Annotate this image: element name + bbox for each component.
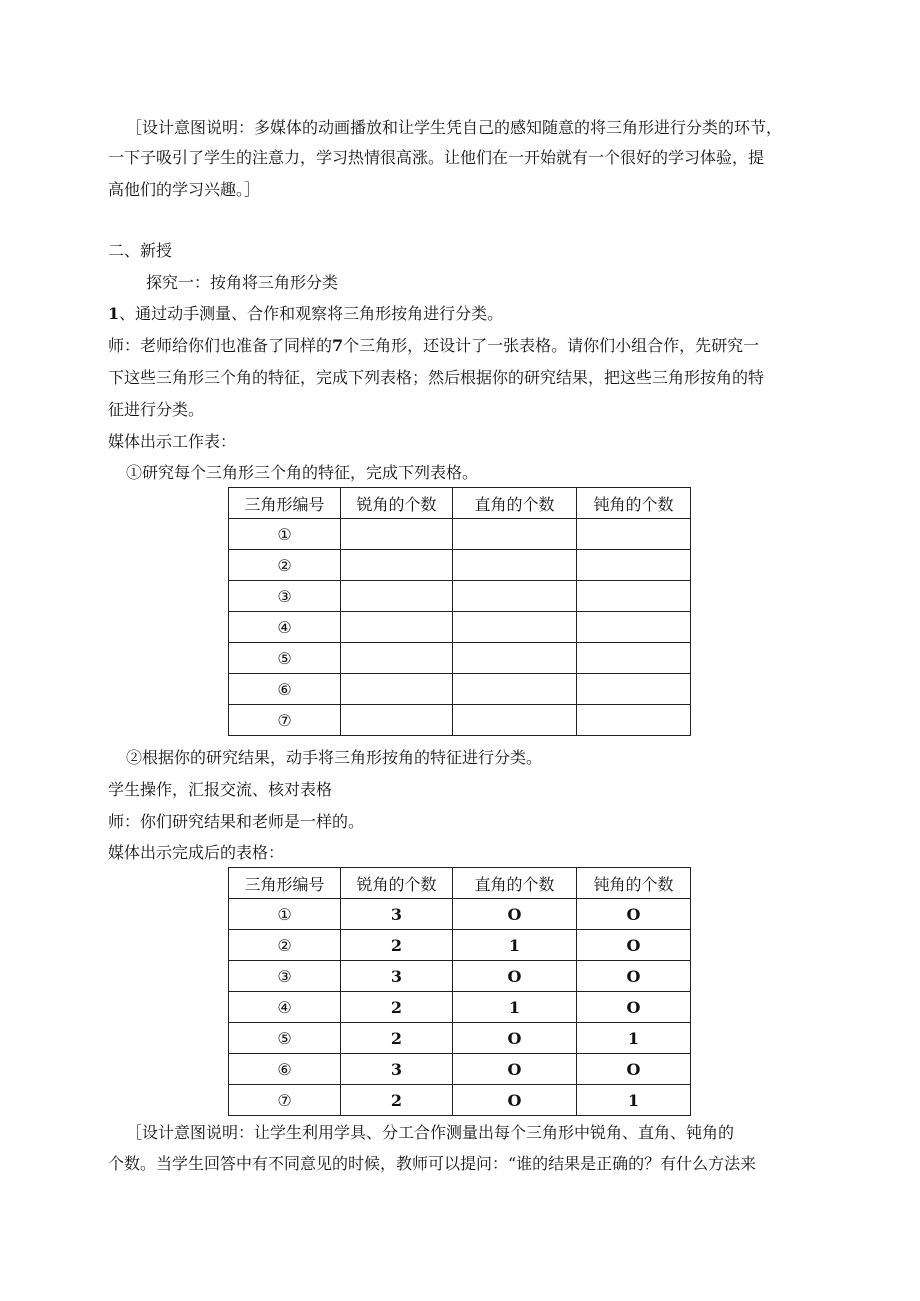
- empty-cell: [577, 643, 691, 674]
- worksheet-table-wrapper: [228, 487, 690, 736]
- step-1: [108, 304, 814, 323]
- right-count-cell: 1: [453, 930, 577, 961]
- design-note-2-line-2: 个数。当学生回答中有不同意见的时候，教师可以提问：“谁的结果是正确的？有什么方法来: [108, 1154, 757, 1173]
- media-show-2: 媒体出示完成后的表格：: [108, 843, 285, 862]
- header-obtuse-count: 钝角的个数: [577, 488, 691, 519]
- right-count-cell: O: [453, 899, 577, 930]
- empty-cell: [341, 674, 453, 705]
- obtuse-count-cell: 1: [577, 1023, 691, 1054]
- empty-cell: [453, 705, 577, 736]
- student-operation: 学生操作，汇报交流、核对表格: [108, 780, 333, 799]
- right-count-cell: O: [453, 1054, 577, 1085]
- header-triangle-number: 三角形编号: [229, 868, 341, 899]
- completed-row: [229, 930, 691, 961]
- section-title: 二、新授: [108, 241, 173, 260]
- empty-cell: [577, 550, 691, 581]
- empty-cell: [577, 581, 691, 612]
- completed-row: [229, 899, 691, 930]
- empty-cell: [341, 705, 453, 736]
- worksheet-row: [229, 550, 691, 581]
- worksheet-row: [229, 612, 691, 643]
- teacher-text-1-line-1: [108, 336, 814, 355]
- obtuse-count-cell: O: [577, 1054, 691, 1085]
- triangle-count: 7: [332, 336, 344, 355]
- empty-cell: [341, 550, 453, 581]
- worksheet-table: [228, 487, 691, 736]
- completed-header-row: [229, 868, 691, 899]
- completed-row: [229, 961, 691, 992]
- acute-count-cell: 3: [341, 1054, 453, 1085]
- obtuse-count-cell: O: [577, 930, 691, 961]
- worksheet-row-id: ⑤: [229, 643, 341, 674]
- design-note-1-line-1: ［设计意图说明：多媒体的动画播放和让学生凭自己的感知随意的将三角形进行分类的环节，: [126, 118, 783, 137]
- completed-row-id: ②: [229, 930, 341, 961]
- worksheet-row-id: ②: [229, 550, 341, 581]
- media-show-1: 媒体出示工作表：: [108, 432, 237, 451]
- worksheet-row: [229, 519, 691, 550]
- empty-cell: [341, 519, 453, 550]
- worksheet-row: [229, 643, 691, 674]
- completed-row-id: ⑥: [229, 1054, 341, 1085]
- empty-cell: [341, 612, 453, 643]
- acute-count-cell: 2: [341, 1023, 453, 1054]
- empty-cell: [577, 612, 691, 643]
- empty-cell: [577, 705, 691, 736]
- completed-row-id: ④: [229, 992, 341, 1023]
- completed-row-id: ⑤: [229, 1023, 341, 1054]
- task-1: ①研究每个三角形三个角的特征，完成下列表格。: [126, 463, 479, 482]
- completed-table: [228, 867, 691, 1116]
- empty-cell: [453, 581, 577, 612]
- teacher-text-1-part-a: 师：老师给你们也准备了同样的: [108, 336, 333, 355]
- header-right-count: 直角的个数: [453, 868, 577, 899]
- step-1-text: 、通过动手测量、合作和观察将三角形按角进行分类。: [119, 304, 504, 323]
- acute-count-cell: 3: [341, 899, 453, 930]
- worksheet-row: [229, 674, 691, 705]
- header-obtuse-count: 钝角的个数: [577, 868, 691, 899]
- teacher-text-1-part-b: 个三角形，还设计了一张表格。请你们小组合作，先研究一: [343, 336, 760, 355]
- worksheet-row-id: ④: [229, 612, 341, 643]
- empty-cell: [453, 674, 577, 705]
- header-right-count: 直角的个数: [453, 488, 577, 519]
- acute-count-cell: 2: [341, 930, 453, 961]
- empty-cell: [341, 643, 453, 674]
- header-triangle-number: 三角形编号: [229, 488, 341, 519]
- worksheet-header-row: [229, 488, 691, 519]
- worksheet-row-id: ⑦: [229, 705, 341, 736]
- completed-row: [229, 1023, 691, 1054]
- design-note-2-line-1: ［设计意图说明：让学生利用学具、分工合作测量出每个三角形中锐角、直角、钝角的: [126, 1123, 735, 1142]
- completed-row: [229, 1054, 691, 1085]
- step-1-number: 1: [108, 304, 120, 323]
- worksheet-row-id: ③: [229, 581, 341, 612]
- acute-count-cell: 2: [341, 992, 453, 1023]
- obtuse-count-cell: O: [577, 992, 691, 1023]
- right-count-cell: 1: [453, 992, 577, 1023]
- empty-cell: [341, 581, 453, 612]
- acute-count-cell: 3: [341, 961, 453, 992]
- right-count-cell: O: [453, 1085, 577, 1116]
- empty-cell: [577, 674, 691, 705]
- worksheet-row-id: ①: [229, 519, 341, 550]
- completed-table-wrapper: [228, 867, 690, 1116]
- completed-row: [229, 992, 691, 1023]
- explore-title: 探究一：按角将三角形分类: [146, 273, 339, 292]
- obtuse-count-cell: O: [577, 961, 691, 992]
- design-note-1-line-2: 一下子吸引了学生的注意力，学习热情很高涨。让他们在一开始就有一个很好的学习体验，提: [108, 148, 765, 167]
- empty-cell: [453, 550, 577, 581]
- worksheet-row: [229, 705, 691, 736]
- completed-row-id: ①: [229, 899, 341, 930]
- obtuse-count-cell: 1: [577, 1085, 691, 1116]
- teacher-text-1-line-2: 下这些三角形三个角的特征，完成下列表格；然后根据你的研究结果，把这些三角形按角的特: [108, 368, 765, 387]
- design-note-1-line-3: 高他们的学习兴趣。］: [108, 180, 261, 199]
- header-acute-count: 锐角的个数: [341, 868, 453, 899]
- right-count-cell: O: [453, 961, 577, 992]
- worksheet-row-id: ⑥: [229, 674, 341, 705]
- empty-cell: [453, 519, 577, 550]
- task-2: ②根据你的研究结果，动手将三角形按角的特征进行分类。: [126, 748, 543, 767]
- completed-row-id: ⑦: [229, 1085, 341, 1116]
- empty-cell: [453, 612, 577, 643]
- completed-row: [229, 1085, 691, 1116]
- teacher-text-1-line-3: 征进行分类。: [108, 400, 205, 419]
- right-count-cell: O: [453, 1023, 577, 1054]
- completed-row-id: ③: [229, 961, 341, 992]
- empty-cell: [577, 519, 691, 550]
- teacher-text-2: 师：你们研究结果和老师是一样的。: [108, 812, 365, 831]
- acute-count-cell: 2: [341, 1085, 453, 1116]
- obtuse-count-cell: O: [577, 899, 691, 930]
- header-acute-count: 锐角的个数: [341, 488, 453, 519]
- worksheet-row: [229, 581, 691, 612]
- empty-cell: [453, 643, 577, 674]
